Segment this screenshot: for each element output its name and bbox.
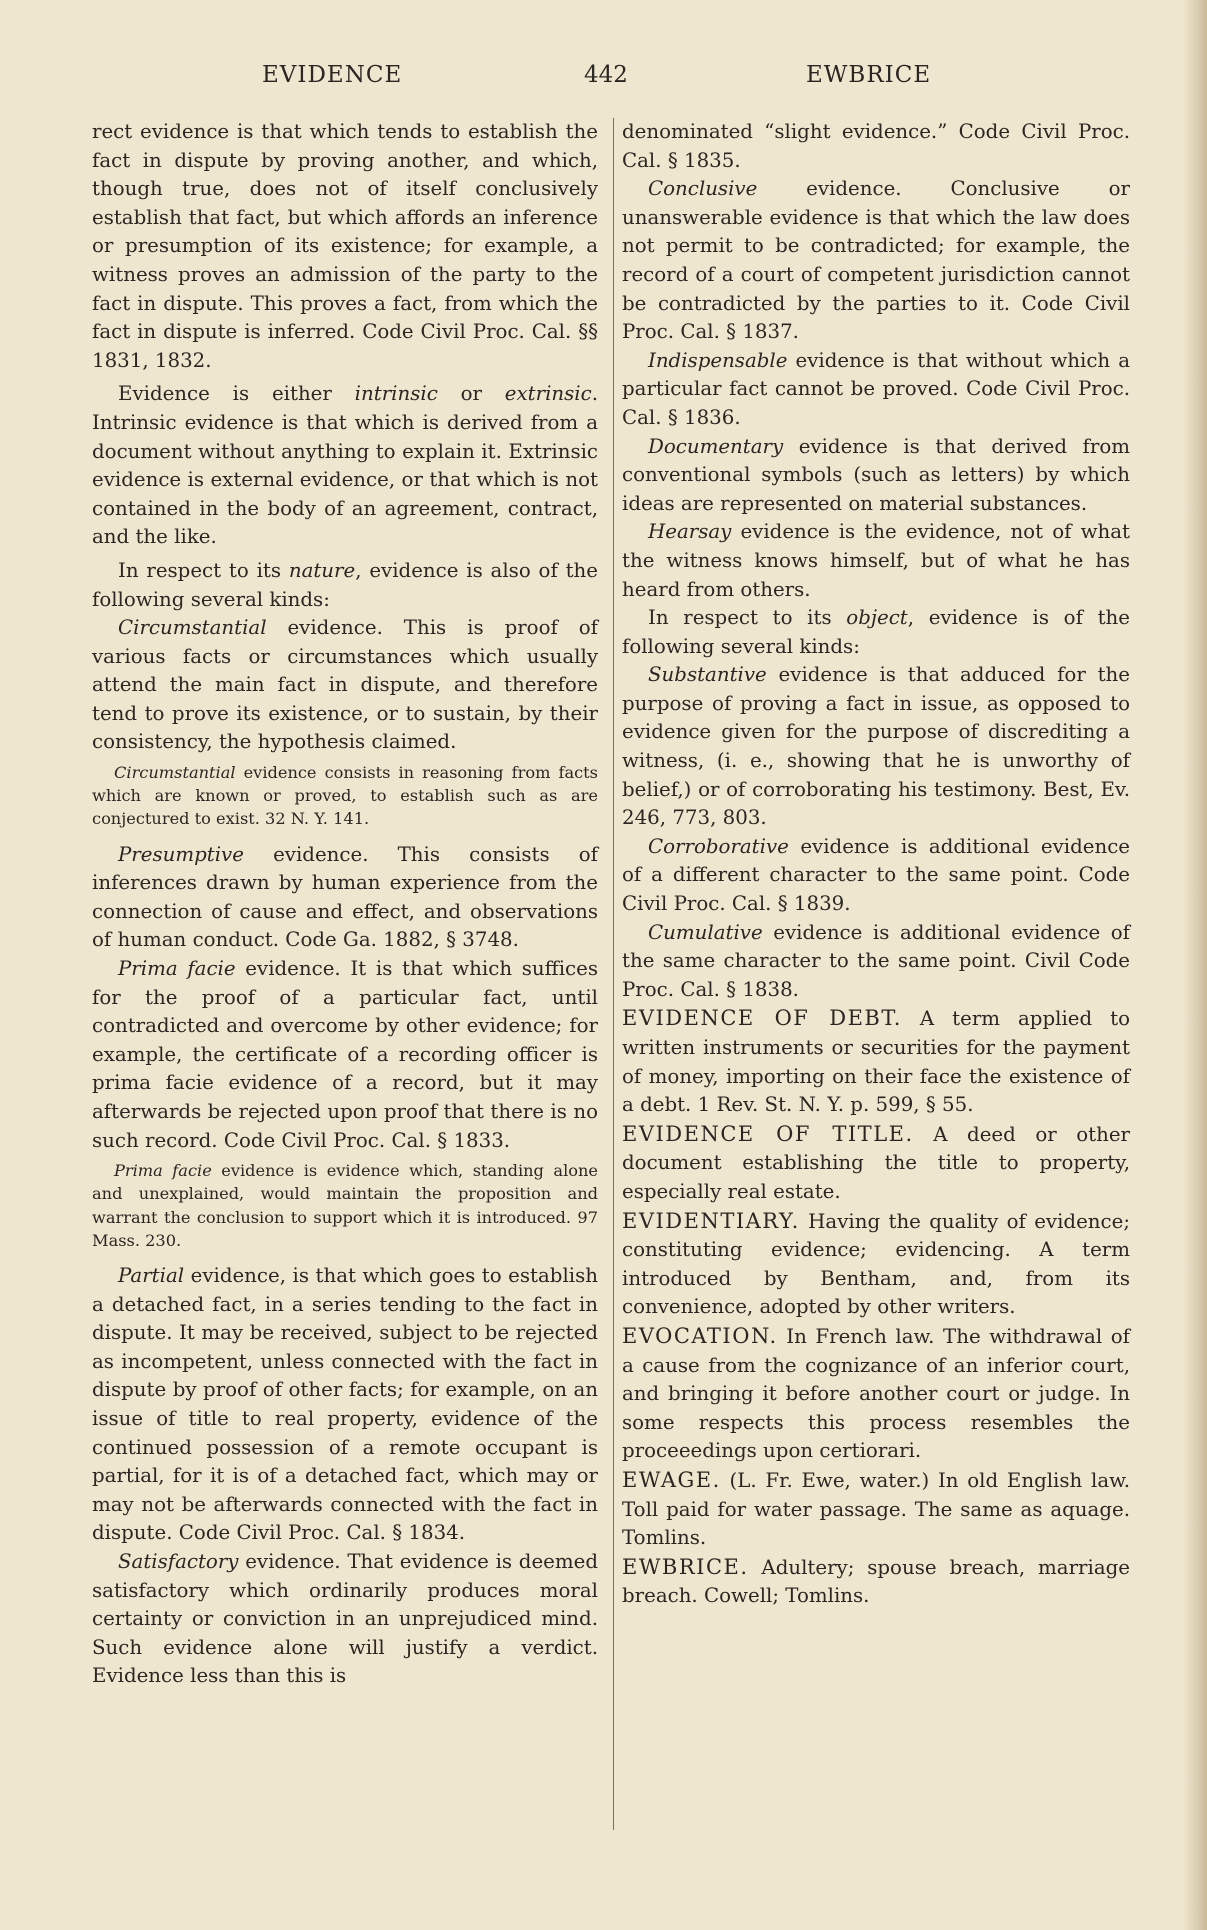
dictionary-entry-evocation: EVOCATION. In French law. The withdrawal of a cause from the cognizance of an inferior court, and bringing it before another court or judge. In some respects this process resembles the proceeedings upon certiorari. xyxy=(622,1323,1130,1463)
header-left-guide-word: EVIDENCE xyxy=(262,62,403,88)
definition-paragraph: Partial evidence, is that which goes to establish a detached fact, in a series tending to the fact in dispute. It may be received, subject to be rejected as incompetent, unless connected with the fact in dispute by proof of other facts; for example, on an issue of title to real property, evidence of the continued possession of a remote occupant is partial, for it is of a detached fact, which may or may not be afterwards connected with the fact in dispute. Code Civil Proc. Cal. § 1834. xyxy=(92,1264,598,1545)
paragraph: In respect to its nature, evidence is also of the following several kinds: xyxy=(92,558,598,611)
definition-paragraph: Hearsay evidence is the evidence, not of what the witness knows himself, but of what he has heard from others. xyxy=(622,520,1130,601)
paragraph: Evidence is either intrinsic or extrinsic. Intrinsic evidence is that which is derived from a document without anything to explain it. Extrinsic evidence is external evidence, or that which is not contained in the body of an agreement, contract, and the like. xyxy=(92,382,598,549)
page-edge-shadow xyxy=(1183,0,1207,1930)
definition-paragraph: Indispensable evidence is that without which a particular fact cannot be proved. Code Civil Proc. Cal. § 1836. xyxy=(622,348,1130,429)
footnote-paragraph: Prima facie evidence is evidence which, standing alone and unexplained, would maintain the proposition and warrant the conclusion to support which it is introduced. 97 Mass. 230. xyxy=(92,1161,599,1250)
header-right-guide-word: EWBRICE xyxy=(806,62,932,88)
definition-paragraph: Prima facie evidence. It is that which suffices for the proof of a particular fact, until contradicted and overcome by other evidence; for example, the certificate of a recording officer is prima facie evidence of a record, but it may afterwards be rejected upon proof that there is no such record. Code Civil Proc. Cal. § 1833. xyxy=(92,957,598,1152)
definition-paragraph: Presumptive evidence. This consists of inferences drawn by human experience from the connection of cause and effect, and observations of human conduct. Code Ga. 1882, § 3748. xyxy=(92,842,598,952)
headword: EVOCATION. xyxy=(622,1323,778,1348)
page-number: 442 xyxy=(584,62,628,88)
defined-term: Circumstantial xyxy=(114,763,236,783)
defined-term: Cumulative xyxy=(648,920,763,944)
defined-term: Partial xyxy=(118,1264,185,1288)
headword: EVIDENCE OF DEBT. xyxy=(622,1006,902,1031)
definition-paragraph: Corroborative evidence is additional evidence of a different character to the same point. Code Civil Proc. Cal. § 1839. xyxy=(622,834,1130,916)
headword: EWAGE. xyxy=(622,1467,721,1492)
defined-term: Prima facie xyxy=(114,1161,212,1181)
defined-term: Hearsay xyxy=(648,520,732,544)
dictionary-entry-ewbrice: EWBRICE. Adultery; spouse breach, marriage breach. Cowell; Tomlins. xyxy=(622,1554,1130,1608)
definition-paragraph: Conclusive evidence. Conclusive or unanswerable evidence is that which the law does not permit to be contradicted; for example, the record of a court of competent jurisdiction cannot be contradicted by the parties to it. Code Civil Proc. Cal. § 1837. xyxy=(622,177,1130,344)
right-column xyxy=(622,118,1130,1611)
defined-term: Conclusive xyxy=(648,177,758,201)
definition-paragraph: Cumulative evidence is additional evidence of the same character to the same point. Civil Code Proc. Cal. § 1838. xyxy=(622,920,1130,1001)
running-header xyxy=(92,62,1122,98)
footnote-paragraph: Circumstantial evidence consists in reasoning from facts which are known or proved, to establish such as are conjectured to exist. 32 N. Y. 141. xyxy=(92,763,598,829)
paragraph: In respect to its object, evidence is of the following several kinds: xyxy=(622,606,1130,658)
dictionary-entry-ewage: EWAGE. (L. Fr. Ewe, water.) In old English law. Toll paid for water passage. The same as aquage. Tomlins. xyxy=(622,1467,1130,1550)
dictionary-entry-evidentiary: EVIDENTIARY. Having the quality of evidence; constituting evidence; evidencing. A term introduced by Bentham, and, from its convenience, adopted by other writers. xyxy=(622,1208,1130,1319)
definition-paragraph: Satisfactory evidence. That evidence is deemed satisfactory which ordinarily produces moral certainty or conviction in an unprejudiced mind. Such evidence alone will justify a verdict. Evidence less than this is xyxy=(92,1549,598,1688)
definition-paragraph: Documentary evidence is that derived from conventional symbols (such as letters) by which ideas are represented on material substances. xyxy=(622,434,1130,515)
headword: EWBRICE. xyxy=(622,1554,749,1579)
left-column xyxy=(92,118,598,1691)
headword: EVIDENCE OF TITLE. xyxy=(622,1121,914,1146)
defined-term: Presumptive xyxy=(118,842,244,866)
paragraph: denominated “slight evidence.” Code Civil Proc. Cal. § 1835. xyxy=(622,120,1130,172)
defined-term: Indispensable xyxy=(648,348,788,372)
defined-term: Satisfactory xyxy=(118,1549,239,1573)
defined-term: Substantive xyxy=(648,663,767,687)
definition-paragraph: Substantive evidence is that adduced for the purpose of proving a fact in issue, as opposed to evidence given for the purpose of discrediting a witness, (i. e., showing that he is unworthy of belief,) or of corroborating his testimony. Best, Ev. 246, 773, 803. xyxy=(622,663,1130,830)
defined-term: Documentary xyxy=(648,434,784,458)
dictionary-entry-evidence-of-title: EVIDENCE OF TITLE. A deed or other document establishing the title to property, especially real estate. xyxy=(622,1121,1130,1203)
defined-term: Prima facie xyxy=(118,957,236,981)
paragraph: rect evidence is that which tends to establish the fact in dispute by proving another, and which, though true, does not of itself conclusively establish that fact, but which affords an inference or presumption of its existence; for example, a witness proves an admission of the party to the fact in dispute. This proves a fact, from which the fact in dispute is inferred. Code Civil Proc. Cal. §§ 1831, 1832. xyxy=(92,120,598,372)
headword: EVIDENTIARY. xyxy=(622,1208,800,1233)
column-divider xyxy=(613,118,614,1830)
dictionary-entry-evidence-of-debt: EVIDENCE OF DEBT. A term applied to written instruments or securities for the payment of money, importing on their face the existence of a debt. 1 Rev. St. N. Y. p. 599, § 55. xyxy=(622,1006,1130,1117)
defined-term: Corroborative xyxy=(648,834,789,858)
definition-paragraph: Circumstantial evidence. This is proof of various facts or circumstances which usually attend the main fact in dispute, and therefore tend to prove its existence, or to sustain, by their consistency, the hypothesis claimed. xyxy=(92,616,598,754)
defined-term: Circumstantial xyxy=(118,616,267,640)
